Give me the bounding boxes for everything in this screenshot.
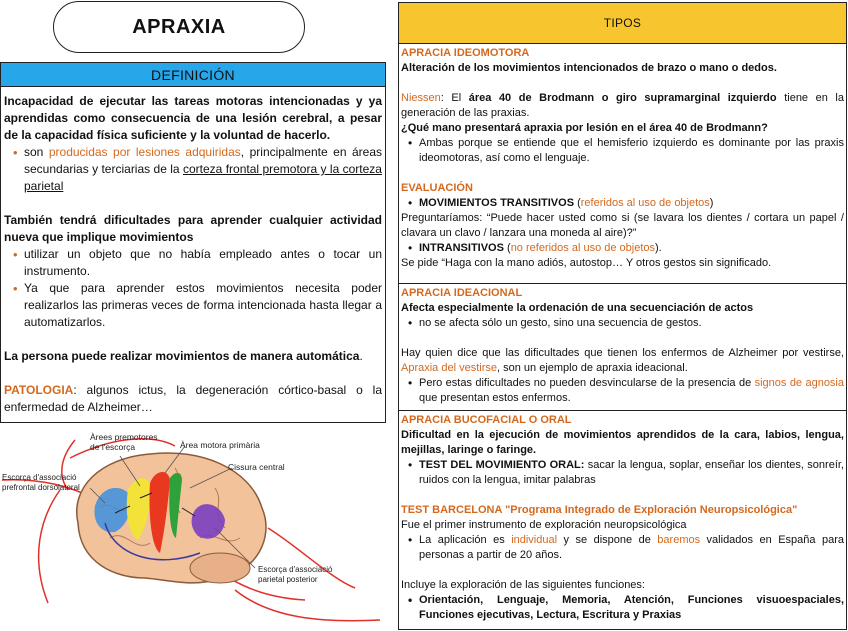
- list-item: [419, 458, 844, 488]
- cerebellum-shape: [190, 553, 250, 583]
- p3-text: La persona puede realizar movimientos de manera automática: [4, 349, 360, 363]
- test-oral-text: sacar la lengua, soplar, enseñar los dientes, sonreír, ruidos con la lengua, imitar palabras: [419, 459, 844, 486]
- functions-list: [401, 593, 844, 623]
- ideacional-list-1: [401, 316, 844, 331]
- page-title: [53, 1, 305, 53]
- section-bucofacial: [399, 411, 846, 628]
- definition-header: [1, 63, 385, 87]
- niessen-end: tiene en la generación de las praxias.: [401, 92, 844, 119]
- test-oral-bold: TEST DEL MOVIMIENTO ORAL:: [419, 459, 585, 471]
- intransitivos-close: ).: [655, 242, 662, 254]
- ideacional-title: APRACIA IDEACIONAL: [401, 287, 523, 299]
- transitivos-text: Preguntaríamos: “Puede hacer usted como si (se lavara los dientes / cortara un papel / clavara un clavo / lanzara una moneda al aire)?”: [401, 212, 844, 239]
- barcelona-title: TEST BARCELONA "Programa Integrado de Exploración Neuropsicológica": [401, 504, 798, 516]
- ideacional-b2-hl: signos de agnosia: [754, 377, 844, 389]
- b1-underline: corteza frontal premotora y la corteza parietal: [24, 162, 382, 193]
- brain-illustration: [0, 428, 386, 628]
- includes-text: Incluye la exploración de las siguientes funciones:: [401, 579, 645, 591]
- ideomotora-question: ¿Qué mano presentará apraxia por lesión en el área 40 de Brodmann?: [401, 122, 768, 134]
- page-title-text: APRAXIA: [132, 15, 226, 38]
- niessen-paragraph: [401, 91, 844, 121]
- tipos-header-text: TIPOS: [603, 16, 642, 30]
- niessen-name: Niessen: [401, 92, 441, 104]
- definition-list-2: [4, 246, 382, 331]
- label-cisura: Cissura central: [228, 462, 285, 472]
- definition-p3: [4, 348, 382, 365]
- list-item: • Ambas porque se entiende que el hemisferio izquierdo es dominante por las praxis ideomotoras, así como el lenguaje.: [419, 136, 844, 166]
- intransitivos-hl: no referidos al uso de objetos: [510, 242, 656, 254]
- barcelona-b-pre: La aplicación es: [419, 534, 512, 546]
- definition-panel: [0, 62, 386, 423]
- ideacional-paragraph: [401, 346, 844, 376]
- label-premotor-l1: Àrees premotores: [90, 432, 158, 442]
- ideacional-list-2: [401, 376, 844, 406]
- ideomotora-answer-list: [401, 136, 844, 166]
- list-item: [419, 241, 844, 256]
- tipos-panel: [398, 2, 847, 630]
- definition-header-text: DEFINICIÓN: [151, 66, 235, 83]
- barcelona-list: [401, 533, 844, 563]
- evaluacion-title: EVALUACIÓN: [401, 182, 473, 194]
- transitivos-hl: referidos al uso de objetos: [580, 197, 710, 209]
- label-premotor: [90, 432, 160, 452]
- list-item: [419, 376, 844, 406]
- list-item: • utilizar un objeto que no había empleado antes o tocar un instrumento.: [24, 246, 382, 280]
- b1-pre: son: [24, 145, 49, 159]
- transitivos-close: ): [709, 197, 714, 209]
- intransitivos-text: Se pide “Haga con la mano adiós, autostop… Y otros gestos sin significado.: [401, 257, 772, 269]
- b1-highlight: producidas por lesiones adquiridas: [48, 145, 241, 159]
- barcelona-b-end: validados en España para personas a partir de 20 años.: [419, 534, 844, 561]
- definition-p2: También tendrá dificultades para aprender cualquier actividad nueva que implique movimientos: [4, 213, 382, 244]
- label-prefrontal: [2, 473, 80, 492]
- pathology-text: : algunos ictus, la degeneración córtico-basal o la enfermedad de Alzheimer…: [4, 383, 382, 414]
- ideacional-b2-end: que presentan estos enfermos.: [419, 392, 571, 404]
- bucofacial-test-list: [401, 458, 844, 488]
- label-motor: Àrea motora primària: [180, 440, 260, 450]
- definition-intro: Incapacidad de ejecutar las tareas motoras intencionadas y ya aprendidas como consecuencia de una lesión cerebral, a pesar de la capacidad física suficiente y la voluntad de hacerlo.: [4, 94, 382, 142]
- label-premotor-l2: de l'escorça: [90, 442, 136, 452]
- brain-diagram: [0, 428, 386, 628]
- label-prefrontal-l2: prefrontal dorsolateral: [2, 483, 80, 492]
- tipos-header: [399, 3, 846, 44]
- ideacional-p-hl: Apraxia del vestirse: [401, 362, 497, 374]
- barcelona-b-mid: y se dispone de: [557, 534, 658, 546]
- b1-mid: , principalmente en áreas secundarias y terciarias de la: [24, 145, 382, 176]
- barcelona-b-hl2: baremos: [657, 534, 701, 546]
- section-ideacional: [399, 284, 846, 411]
- list-item: [419, 533, 844, 563]
- pathology-label: PATOLOGIA: [4, 383, 74, 397]
- ideomotora-desc: Alteración de los movimientos intencionados de brazo o mano o dedos.: [401, 62, 777, 74]
- intransitivos-bold: INTRANSITIVOS: [419, 242, 504, 254]
- transitivos-bold: MOVIMIENTOS TRANSITIVOS: [419, 197, 575, 209]
- transitivos-open: (: [574, 197, 581, 209]
- transitivos-list: [401, 196, 844, 211]
- intransitivos-open: (: [503, 242, 511, 254]
- bucofacial-desc: Dificultad en la ejecución de movimientos aprendidos de la cara, labios, lengua, mejillas, laringe o faringe.: [401, 429, 844, 456]
- p3-end: .: [359, 349, 363, 363]
- label-parietal-l2: parietal posterior: [258, 575, 318, 584]
- niessen-bold: área 40 de Brodmann o giro supramarginal izquierdo: [468, 92, 777, 104]
- list-item: • Ya que para aprender estos movimientos necesita poder realizarlos las primeras veces de forma intencionada hasta llegar a automatizarlos.: [24, 280, 382, 331]
- ideacional-p-pre: Hay quien dice que las dificultades que tienen los enfermos de Alzheimer por vestirse,: [401, 347, 844, 359]
- section-ideomotora: [399, 44, 846, 284]
- label-prefrontal-l1: Escorça d'associació: [2, 473, 77, 482]
- list-item: • Orientación, Lenguaje, Memoria, Atención, Funciones visuoespaciales, Funciones ejecutivas, Lectura, Escritura y Praxias: [419, 593, 844, 623]
- bucofacial-title: APRACIA BUCOFACIAL O ORAL: [401, 414, 572, 426]
- definition-list-1: [4, 144, 382, 195]
- list-item: • no se afecta sólo un gesto, sino una secuencia de gestos.: [419, 316, 844, 331]
- barcelona-desc: Fue el primer instrumento de exploración neuropsicológica: [401, 519, 687, 531]
- definition-body: [1, 87, 385, 416]
- ideacional-b2-pre: Pero estas dificultades no pueden desvincularse de la presencia de: [419, 377, 755, 389]
- ideacional-desc: Afecta especialmente la ordenación de una secuenciación de actos: [401, 302, 754, 314]
- niessen-mid: : El: [440, 92, 469, 104]
- label-parietal: [258, 565, 335, 584]
- ideacional-p-end: , son un ejemplo de apraxia ideacional.: [497, 362, 688, 374]
- list-item: [24, 144, 382, 195]
- label-parietal-l1: Escorça d'associació: [258, 565, 333, 574]
- pathology: [4, 382, 382, 416]
- ideomotora-title: APRACIA IDEOMOTORA: [401, 47, 530, 59]
- list-item: [419, 196, 844, 211]
- barcelona-b-hl1: individual: [511, 534, 558, 546]
- intransitivos-list: [401, 241, 844, 256]
